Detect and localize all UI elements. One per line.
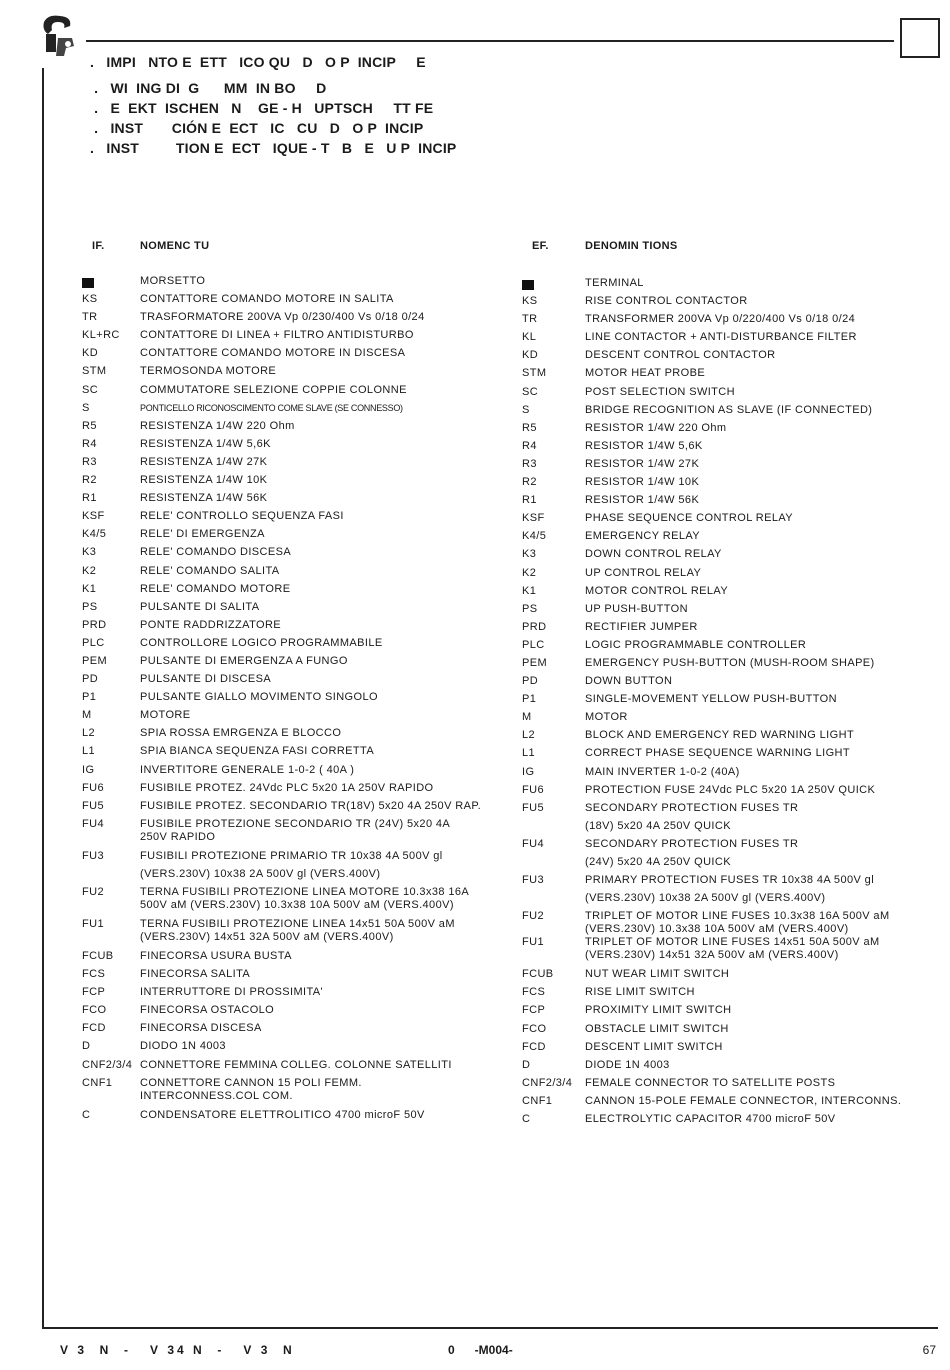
legend-description: FUSIBILE PROTEZIONE SECONDARIO TR (24V) 5x20 4A 250V RAPIDO xyxy=(140,817,450,843)
legend-row xyxy=(82,637,482,655)
legend-description: PROTECTION FUSE 24Vdc PLC 5x20 1A 250V QUICK xyxy=(585,783,876,796)
en-col-code-header: EF. xyxy=(532,240,549,252)
legend-code: FU2 xyxy=(82,886,104,898)
legend-description: CONTATTORE COMANDO MOTORE IN DISCESA xyxy=(140,347,406,360)
legend-code: IG xyxy=(522,765,535,778)
legend-description: EMERGENCY PUSH-BUTTON (MUSH-ROOM SHAPE) xyxy=(585,656,875,669)
legend-code: PLC xyxy=(522,638,545,651)
legend-row xyxy=(82,986,482,1004)
legend-description: RESISTENZA 1/4W 56K xyxy=(140,492,268,505)
legend-description: COMMUTATORE SELEZIONE COPPIE COLONNE xyxy=(140,383,407,396)
legend-description: FUSIBILE PROTEZ. SECONDARIO TR(18V) 5x20 4A 250V RAP. xyxy=(140,799,482,812)
terminal-symbol-icon xyxy=(82,278,94,290)
legend-row xyxy=(522,548,932,566)
legend-code: CNF1 xyxy=(82,1076,113,1089)
legend-row xyxy=(522,639,932,657)
legend-description: CONTROLLORE LOGICO PROGRAMMABILE xyxy=(140,636,383,649)
legend-description: FINECORSA OSTACOLO xyxy=(140,1004,275,1017)
legend-row xyxy=(522,874,932,892)
legend-code: R5 xyxy=(82,419,97,432)
legend-description: PONTICELLO RICONOSCIMENTO COME SLAVE (SE CONNESSO) xyxy=(140,402,403,413)
legend-code: TR xyxy=(522,313,538,326)
legend-description: (24V) 5x20 4A 250V QUICK xyxy=(585,856,731,868)
legend-description: RESISTOR 1/4W 56K xyxy=(585,494,700,507)
legend-description: FUSIBILI PROTEZIONE PRIMARIO TR 10x38 4A 500V gl xyxy=(140,849,443,862)
legend-code: FU1 xyxy=(522,936,544,949)
legend-code: FCO xyxy=(82,1004,107,1017)
terminal-square-icon xyxy=(82,278,94,288)
legend-code: KD xyxy=(82,347,99,360)
legend-code: FU6 xyxy=(522,783,544,796)
legend-code: TR xyxy=(82,311,98,324)
legend-code: R4 xyxy=(82,437,97,450)
legend-description: PULSANTE GIALLO MOVIMENTO SINGOLO xyxy=(140,691,378,704)
legend-description: PULSANTE DI SALITA xyxy=(140,600,260,613)
legend-description: SPIA BIANCA SEQUENZA FASI CORRETTA xyxy=(140,745,375,758)
legend-description: NUT WEAR LIMIT SWITCH xyxy=(585,968,730,981)
legend-code: FU6 xyxy=(82,781,104,794)
legend-code: KD xyxy=(522,349,539,362)
legend-code: FCS xyxy=(82,968,106,981)
en-col-desc-header: DENOMIN TIONS xyxy=(585,240,678,252)
legend-description: TRIPLET OF MOTOR LINE FUSES 14x51 50A 500V aM (VERS.230V) 14x51 32A 500V aM (VERS.400V) xyxy=(585,936,880,962)
legend-description: MOTOR xyxy=(585,711,628,724)
legend-row xyxy=(522,910,932,936)
legend-row xyxy=(82,673,482,691)
legend-description: RELE' CONTROLLO SEQUENZA FASI xyxy=(140,510,344,523)
legend-row xyxy=(82,583,482,601)
legend-code: S xyxy=(82,401,90,414)
legend-row xyxy=(82,1059,482,1077)
legend-code: K3 xyxy=(82,546,97,559)
legend-description: TERNA FUSIBILI PROTEZIONE LINEA 14x51 50A 500V aM (VERS.230V) 14x51 32A 500V aM (VERS.400V) xyxy=(140,918,455,943)
legend-row xyxy=(82,619,482,637)
legend-description: CONTATTORE DI LINEA + FILTRO ANTIDISTURBO xyxy=(140,329,414,342)
legend-description: FINECORSA USURA BUSTA xyxy=(140,950,292,962)
legend-description: CANNON 15-POLE FEMALE CONNECTOR, INTERCONNS. xyxy=(585,1094,902,1107)
legend-description: RESISTOR 1/4W 5,6K xyxy=(585,439,703,452)
legend-code: CNF2/3/4 xyxy=(522,1076,573,1089)
legend-code: KSF xyxy=(522,512,545,525)
legend-code: KL xyxy=(522,331,537,344)
legend-code: P1 xyxy=(82,691,97,704)
title-french: . INST TION E ECT IQUE - T B E U P INCIP xyxy=(90,140,457,156)
legend-code: R3 xyxy=(522,457,537,470)
legend-code: PEM xyxy=(522,656,548,669)
legend-row xyxy=(522,585,932,603)
legend-code: FU3 xyxy=(82,849,104,862)
legend-row xyxy=(82,968,482,986)
legend-description: MOTOR HEAT PROBE xyxy=(585,367,706,380)
legend-code: FCS xyxy=(522,986,546,999)
legend-code: FCUB xyxy=(522,968,554,981)
legend-code: FCD xyxy=(82,1022,106,1035)
legend-row xyxy=(522,386,932,404)
legend-description: DESCENT LIMIT SWITCH xyxy=(585,1040,723,1053)
legend-description: CONNETTORE FEMMINA COLLEG. COLONNE SATELLITI xyxy=(140,1058,452,1071)
legend-row xyxy=(522,1004,932,1022)
legend-description: FINECORSA DISCESA xyxy=(140,1022,262,1035)
legend-description: PULSANTE DI DISCESA xyxy=(140,673,272,686)
legend-code: FU5 xyxy=(82,799,104,812)
legend-description: SECONDARY PROTECTION FUSES TR xyxy=(585,801,799,814)
legend-code: FCP xyxy=(82,986,106,999)
legend-row xyxy=(82,420,482,438)
legend-code: CNF2/3/4 xyxy=(82,1058,133,1071)
legend-code: R3 xyxy=(82,455,97,468)
legend-description: DESCENT CONTROL CONTACTOR xyxy=(585,349,776,362)
legend-row xyxy=(82,438,482,456)
legend-row xyxy=(522,1023,932,1041)
legend-description: CORRECT PHASE SEQUENCE WARNING LIGHT xyxy=(585,747,850,760)
legend-code: R4 xyxy=(522,439,537,452)
title-english: . WI ING DI G MM IN BO D xyxy=(90,80,327,96)
legend-row xyxy=(82,546,482,564)
legend-description: LOGIC PROGRAMMABLE CONTROLLER xyxy=(585,638,807,651)
legend-code: FU1 xyxy=(82,918,104,930)
legend-description: TRIPLET OF MOTOR LINE FUSES 10.3x38 16A 500V aM (VERS.230V) 10.3x38 10A 500V aM (VERS.400V) xyxy=(585,910,890,936)
legend-code: P1 xyxy=(522,693,537,706)
legend-code: FU5 xyxy=(522,801,544,814)
it-col-desc-header: NOMENC TU xyxy=(140,240,210,252)
legend-description: SECONDARY PROTECTION FUSES TR xyxy=(585,837,799,850)
legend-description: BLOCK AND EMERGENCY RED WARNING LIGHT xyxy=(585,729,855,742)
legend-description: DIODO 1N 4003 xyxy=(140,1040,226,1053)
legend-row xyxy=(522,968,932,986)
legend-code: CNF1 xyxy=(522,1094,553,1107)
legend-row xyxy=(522,567,932,585)
legend-row xyxy=(82,764,482,782)
legend-row xyxy=(522,1077,932,1095)
legend-description: BRIDGE RECOGNITION AS SLAVE (IF CONNECTED) xyxy=(585,403,873,416)
legend-description: RISE CONTROL CONTACTOR xyxy=(585,295,748,308)
legend-code: PD xyxy=(82,673,99,686)
legend-row xyxy=(522,331,932,349)
legend-code: PS xyxy=(522,602,538,615)
legend-row xyxy=(82,347,482,365)
italian-legend-list xyxy=(82,275,482,1127)
legend-description: TRANSFORMER 200VA Vp 0/220/400 Vs 0/18 0/24 xyxy=(585,313,856,326)
footer-models: V 3 N - V 34 N - V 3 N xyxy=(60,1343,295,1357)
legend-code: PLC xyxy=(82,636,105,649)
legend-code: PS xyxy=(82,600,98,613)
legend-description: RESISTENZA 1/4W 27K xyxy=(140,455,268,468)
legend-row xyxy=(522,856,932,874)
legend-row xyxy=(522,892,932,910)
legend-code: M xyxy=(522,711,532,724)
legend-row xyxy=(82,1004,482,1022)
legend-code: L2 xyxy=(82,727,96,740)
legend-description: (18V) 5x20 4A 250V QUICK xyxy=(585,819,731,832)
legend-row xyxy=(522,1095,932,1113)
legend-description: RELE' COMANDO SALITA xyxy=(140,564,280,577)
legend-code: KL+RC xyxy=(82,329,120,342)
legend-description: (VERS.230V) 10x38 2A 500V gl (VERS.400V) xyxy=(140,867,381,880)
legend-row xyxy=(522,838,932,856)
legend-row xyxy=(82,709,482,727)
legend-row xyxy=(82,1040,482,1058)
legend-row xyxy=(82,800,482,818)
legend-code: FU2 xyxy=(522,910,544,923)
legend-description: POST SELECTION SWITCH xyxy=(585,385,735,398)
legend-row xyxy=(82,727,482,745)
legend-description: PHASE SEQUENCE CONTROL RELAY xyxy=(585,512,794,525)
title-italian: . IMPI NTO E ETT ICO QU D O P INCIP E xyxy=(90,54,426,70)
legend-code: IG xyxy=(82,763,95,776)
legend-description: EMERGENCY RELAY xyxy=(585,530,701,543)
legend-description: RESISTENZA 1/4W 10K xyxy=(140,474,268,487)
legend-description: DOWN BUTTON xyxy=(585,675,673,688)
legend-code: FCP xyxy=(522,1004,546,1017)
legend-description: FINECORSA SALITA xyxy=(140,968,251,981)
legend-code: KS xyxy=(522,295,538,308)
title-block xyxy=(90,52,456,158)
legend-row xyxy=(82,311,482,329)
legend-description: CONDENSATORE ELETTROLITICO 4700 microF 50V xyxy=(140,1108,425,1121)
legend-code: L1 xyxy=(82,745,96,758)
legend-code: PRD xyxy=(522,620,547,633)
legend-row xyxy=(82,601,482,619)
legend-row xyxy=(82,950,482,968)
legend-row xyxy=(522,986,932,1004)
legend-code: FU4 xyxy=(82,817,104,830)
section-box xyxy=(900,18,940,58)
legend-row xyxy=(82,1022,482,1040)
legend-description: RISE LIMIT SWITCH xyxy=(585,986,695,999)
terminal-symbol-icon xyxy=(522,280,534,292)
legend-description: DOWN CONTROL RELAY xyxy=(585,548,722,561)
legend-code: L2 xyxy=(522,729,536,742)
legend-code: K4/5 xyxy=(82,528,107,541)
legend-row xyxy=(522,729,932,747)
legend-description: (VERS.230V) 10x38 2A 500V gl (VERS.400V) xyxy=(585,892,826,905)
legend-description: SINGLE-MOVEMENT YELLOW PUSH-BUTTON xyxy=(585,693,837,706)
legend-row xyxy=(522,313,932,331)
legend-row xyxy=(522,675,932,693)
legend-description: RESISTOR 1/4W 27K xyxy=(585,457,700,470)
legend-code: FU4 xyxy=(522,837,544,850)
legend-row xyxy=(82,745,482,763)
legend-row xyxy=(522,277,932,295)
legend-row xyxy=(522,784,932,802)
terminal-square-icon xyxy=(522,280,534,290)
legend-row xyxy=(82,868,482,886)
legend-code: K2 xyxy=(522,566,537,579)
legend-code: L1 xyxy=(522,747,536,760)
title-german: . E EKT ISCHEN N GE - H UPTSCH TT FE xyxy=(90,100,434,116)
legend-description: RELE' DI EMERGENZA xyxy=(140,528,265,541)
legend-description: INTERRUTTORE DI PROSSIMITA' xyxy=(140,986,324,999)
legend-code: S xyxy=(522,403,530,416)
legend-description: TERNA FUSIBILI PROTEZIONE LINEA MOTORE 10.3x38 16A 500V aM (VERS.230V) 10.3x38 10A 500V aM (VERS.400V) xyxy=(140,886,469,911)
legend-code: R1 xyxy=(522,494,537,507)
header-rule xyxy=(86,40,894,42)
legend-row xyxy=(522,820,932,838)
legend-code: C xyxy=(522,1113,531,1126)
legend-row xyxy=(82,655,482,673)
legend-description: RESISTENZA 1/4W 5,6K xyxy=(140,437,271,450)
legend-row xyxy=(82,886,482,918)
legend-code: FU3 xyxy=(522,874,544,887)
legend-description: TERMOSONDA MOTORE xyxy=(140,365,277,378)
legend-code: FCD xyxy=(522,1040,546,1053)
legend-code: M xyxy=(82,709,92,722)
legend-row xyxy=(82,782,482,800)
legend-row xyxy=(82,456,482,474)
legend-code: R2 xyxy=(82,474,97,487)
legend-code: R1 xyxy=(82,492,97,505)
legend-row xyxy=(522,1113,932,1131)
title-spanish: . INST CIÓN E ECT IC CU D O P INCIP xyxy=(90,120,424,136)
legend-row xyxy=(82,1077,482,1109)
legend-description: RESISTENZA 1/4W 220 Ohm xyxy=(140,419,295,432)
legend-code: STM xyxy=(522,367,547,380)
legend-code: R5 xyxy=(522,421,537,434)
legend-code: PRD xyxy=(82,618,107,631)
legend-description: UP PUSH-BUTTON xyxy=(585,602,688,615)
legend-code: K3 xyxy=(522,548,537,561)
legend-description: MORSETTO xyxy=(140,275,206,287)
legend-description: PRIMARY PROTECTION FUSES TR 10x38 4A 500V gl xyxy=(585,874,875,887)
it-col-code-header: IF. xyxy=(92,240,105,252)
legend-row xyxy=(82,691,482,709)
legend-row xyxy=(82,918,482,950)
legend-description: RELE' COMANDO MOTORE xyxy=(140,582,291,595)
legend-row xyxy=(522,295,932,313)
legend-code: D xyxy=(82,1040,91,1053)
legend-row xyxy=(522,440,932,458)
legend-row xyxy=(522,657,932,675)
legend-description: FEMALE CONNECTOR TO SATELLITE POSTS xyxy=(585,1076,836,1089)
legend-description: TRASFORMATORE 200VA Vp 0/230/400 Vs 0/18 0/24 xyxy=(140,311,425,324)
legend-code: SC xyxy=(522,385,539,398)
legend-row xyxy=(522,530,932,548)
legend-description: RESISTOR 1/4W 10K xyxy=(585,476,700,489)
legend-row xyxy=(522,766,932,784)
legend-row xyxy=(522,802,932,820)
legend-description: UP CONTROL RELAY xyxy=(585,566,702,579)
legend-description: ELECTROLYTIC CAPACITOR 4700 microF 50V xyxy=(585,1113,836,1126)
legend-row xyxy=(82,492,482,510)
legend-description: PULSANTE DI EMERGENZA A FUNGO xyxy=(140,654,348,667)
legend-code: FCO xyxy=(522,1022,547,1035)
legend-description: OBSTACLE LIMIT SWITCH xyxy=(585,1022,729,1035)
brand-logo-icon xyxy=(38,12,78,58)
legend-row xyxy=(522,349,932,367)
legend-code: K1 xyxy=(522,584,537,597)
legend-row xyxy=(522,711,932,729)
legend-row xyxy=(522,367,932,385)
legend-description: CONTATTORE COMANDO MOTORE IN SALITA xyxy=(140,293,394,306)
legend-code: D xyxy=(522,1058,531,1071)
legend-description: TERMINAL xyxy=(585,277,644,289)
legend-row xyxy=(522,512,932,530)
legend-description: FUSIBILE PROTEZ. 24Vdc PLC 5x20 1A 250V RAPIDO xyxy=(140,781,434,794)
legend-row xyxy=(522,458,932,476)
legend-row xyxy=(522,404,932,422)
legend-row xyxy=(522,1059,932,1077)
legend-row xyxy=(82,510,482,528)
legend-code: KS xyxy=(82,293,98,306)
legend-row xyxy=(82,818,482,850)
legend-code: K2 xyxy=(82,564,97,577)
legend-description: MOTOR CONTROL RELAY xyxy=(585,584,729,597)
left-border xyxy=(42,68,44,1328)
page-number: 67 xyxy=(922,1343,936,1357)
legend-row xyxy=(82,293,482,311)
legend-code: SC xyxy=(82,383,99,396)
legend-row xyxy=(82,850,482,868)
legend-code: PD xyxy=(522,675,539,688)
legend-row xyxy=(82,365,482,383)
bottom-border xyxy=(42,1327,938,1329)
legend-code: C xyxy=(82,1108,91,1121)
legend-description: RECTIFIER JUMPER xyxy=(585,620,698,633)
legend-code: K1 xyxy=(82,582,97,595)
legend-row xyxy=(82,565,482,583)
legend-row xyxy=(82,1109,482,1127)
legend-row xyxy=(522,693,932,711)
legend-row xyxy=(522,747,932,765)
legend-row xyxy=(82,384,482,402)
legend-row xyxy=(522,422,932,440)
legend-code: K4/5 xyxy=(522,530,547,543)
legend-description: DIODE 1N 4003 xyxy=(585,1058,670,1071)
legend-description: PROXIMITY LIMIT SWITCH xyxy=(585,1004,732,1017)
legend-description: RELE' COMANDO DISCESA xyxy=(140,546,292,559)
legend-description: RESISTOR 1/4W 220 Ohm xyxy=(585,421,727,434)
legend-code: KSF xyxy=(82,510,105,523)
legend-code: R2 xyxy=(522,476,537,489)
legend-row xyxy=(522,476,932,494)
legend-description: PONTE RADDRIZZATORE xyxy=(140,618,282,631)
footer-doc-code: 0 -M004- xyxy=(448,1343,513,1357)
legend-row xyxy=(522,936,932,968)
legend-description: MAIN INVERTER 1-0-2 (40A) xyxy=(585,765,740,778)
legend-row xyxy=(82,402,482,420)
legend-row xyxy=(522,621,932,639)
legend-description: INVERTITORE GENERALE 1-0-2 ( 40A ) xyxy=(140,763,355,776)
legend-row xyxy=(82,275,482,293)
legend-code: PEM xyxy=(82,654,108,667)
legend-row xyxy=(522,494,932,512)
legend-row xyxy=(82,528,482,546)
legend-description: MOTORE xyxy=(140,709,191,722)
legend-row xyxy=(522,603,932,621)
legend-description: SPIA ROSSA EMRGENZA E BLOCCO xyxy=(140,727,342,740)
legend-description: LINE CONTACTOR + ANTI-DISTURBANCE FILTER xyxy=(585,331,857,344)
legend-row xyxy=(82,474,482,492)
legend-row xyxy=(82,329,482,347)
english-legend-list xyxy=(522,277,932,1131)
legend-code: FCUB xyxy=(82,950,114,962)
legend-code: STM xyxy=(82,365,107,378)
legend-row xyxy=(522,1041,932,1059)
legend-description: CONNETTORE CANNON 15 POLI FEMM. INTERCONNESS.COL COM. xyxy=(140,1076,362,1102)
